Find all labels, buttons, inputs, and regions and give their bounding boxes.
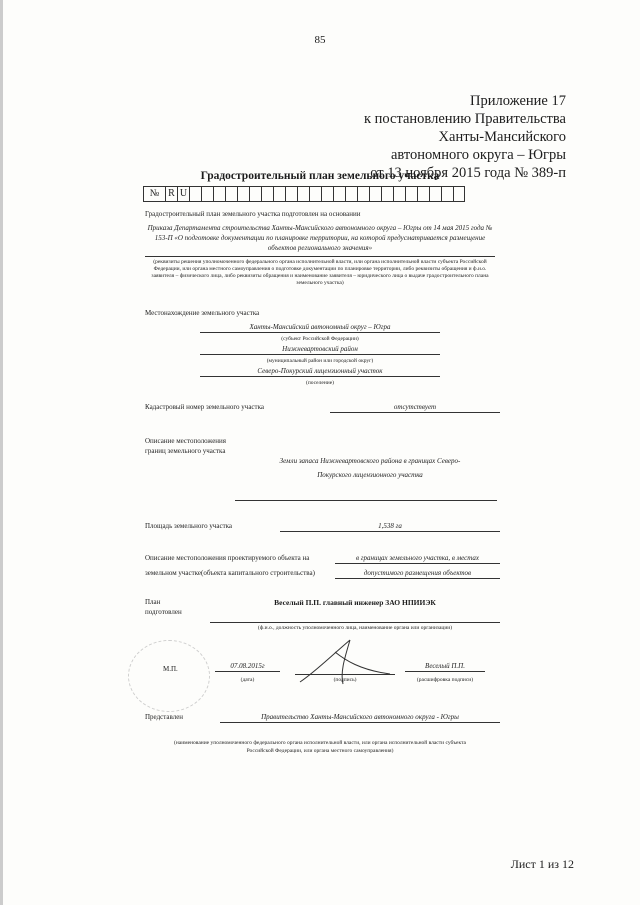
area-label: Площадь земельного участка xyxy=(145,522,233,530)
boundary-label: Описание местоположения xyxy=(145,437,227,445)
location-subject-caption: (субъект Российской Федерации) xyxy=(281,336,359,342)
location-settlement-caption: (поселение) xyxy=(306,380,334,386)
number-cell xyxy=(381,186,393,202)
number-cell xyxy=(297,186,309,202)
number-cell xyxy=(237,186,249,202)
number-cell xyxy=(321,186,333,202)
prepared-by-label: подготовлен xyxy=(145,608,182,616)
cadastral-value: отсутствует xyxy=(330,403,500,413)
number-cell xyxy=(441,186,453,202)
basis-underline xyxy=(145,256,495,257)
number-cell xyxy=(225,186,237,202)
signature-caption: (подпись) xyxy=(333,677,357,683)
date-value: 07.08.2015г xyxy=(215,662,280,672)
appendix-line: от 13 ноября 2015 года № 389-п xyxy=(370,165,566,181)
prepared-by-underline xyxy=(210,622,500,623)
mp-label: М.П. xyxy=(163,665,178,673)
number-cell xyxy=(417,186,429,202)
number-cell xyxy=(405,186,417,202)
signature-name: Веселый П.П. xyxy=(405,662,485,672)
number-cell xyxy=(213,186,225,202)
signature-name-caption: (расшифровка подписи) xyxy=(416,677,474,683)
number-cell: U xyxy=(177,186,189,202)
prepared-by-caption: (ф.и.о., должность уполномоченного лица, наименование органа или организации) xyxy=(257,625,453,631)
number-cell: R xyxy=(165,186,177,202)
submitted-value: Правительство Ханты-Мансийского автономного округа - Югры xyxy=(220,713,500,723)
object-label: земельном участке(объекта капитального строительства) xyxy=(145,569,315,577)
location-settlement: Северо-Покурский лицензионный участок xyxy=(200,367,440,377)
area-value: 1,538 га xyxy=(280,522,500,532)
number-cell xyxy=(429,186,441,202)
appendix-line: к постановлению Правительства xyxy=(364,111,566,127)
prepared-basis-label: Градостроительный план земельного участка подготовлен на основании xyxy=(145,210,361,218)
boundary-label: границ земельного участка xyxy=(145,447,226,455)
submitted-caption: Российской Федерации, или органа местного самоуправления) xyxy=(246,748,394,754)
number-cell xyxy=(189,186,201,202)
scan-edge xyxy=(0,0,3,905)
location-district: Нижневартовский район xyxy=(200,345,440,355)
object-label: Описание местоположения проектируемого объекта на xyxy=(145,554,310,562)
location-label: Местонахождение земельного участка xyxy=(145,309,260,317)
boundary-underline xyxy=(235,500,497,501)
number-cell xyxy=(345,186,357,202)
location-subject: Ханты-Мансийский автономный округ – Югра xyxy=(200,323,440,333)
document-title: Градостроительный план земельного участка xyxy=(200,170,440,182)
appendix-line: Ханты-Мансийского xyxy=(438,129,566,145)
prepared-by-value: Веселый П.П. главный инженер ЗАО НПИИЭК xyxy=(274,598,436,607)
prepared-basis-value: Приказа Департамента строительства Ханты-Мансийского автономного округа – Югры от 14 мая 2015 года № 153-П «О подготовке документации по планировке территории, на которой предусматривается размещение объектов регионального значения» xyxy=(147,224,493,252)
number-cell xyxy=(393,186,405,202)
number-cell xyxy=(261,186,273,202)
object-value: допустимого размещения объектов xyxy=(335,569,500,579)
number-cell xyxy=(249,186,261,202)
date-caption: (дата) xyxy=(240,677,255,683)
number-cell: № xyxy=(143,186,165,202)
submitted-caption: (наименование уполномоченного федерального органа исполнительной власти, или органа исполнительной власти субъекта xyxy=(174,740,466,746)
appendix-line: Приложение 17 xyxy=(470,93,566,109)
cadastral-label: Кадастровый номер земельного участка xyxy=(145,403,264,411)
number-cell xyxy=(309,186,321,202)
number-cell xyxy=(357,186,369,202)
number-cell xyxy=(201,186,213,202)
number-cell xyxy=(273,186,285,202)
boundary-value: Покурского лицензионного участка xyxy=(317,471,423,479)
appendix-header xyxy=(364,92,566,182)
prepared-by-label: План xyxy=(145,598,161,606)
stamp-mark xyxy=(128,640,210,712)
number-cell xyxy=(285,186,297,202)
prepared-basis-caption: (реквизиты решения уполномоченного федерального органа исполнительной власти, или органа исполнительной власти субъекта Российской Федерации, или органа местного самоуправления о подготовке документации по планировке территории, либо реквизиты обращения и ф.и.о. заявителя – физического лица, либо реквизиты обращения и наименование заявителя – юридического лица о выдаче градостроительного плана земельного участка) xyxy=(151,259,489,286)
number-cell xyxy=(453,186,465,202)
plan-number-cells xyxy=(143,186,465,202)
sheet-number: Лист 1 из 12 xyxy=(510,857,574,871)
number-cell xyxy=(369,186,381,202)
object-value: в границах земельного участка, в местах xyxy=(335,554,500,564)
number-cell xyxy=(333,186,345,202)
submitted-label: Представлен xyxy=(145,713,184,721)
appendix-line: автономного округа – Югры xyxy=(390,147,566,163)
page-number: 85 xyxy=(314,34,326,46)
boundary-value: Земли запаса Нижневартовского района в границах Северо- xyxy=(279,457,461,465)
location-district-caption: (муниципальный район или городской округ) xyxy=(266,358,374,364)
